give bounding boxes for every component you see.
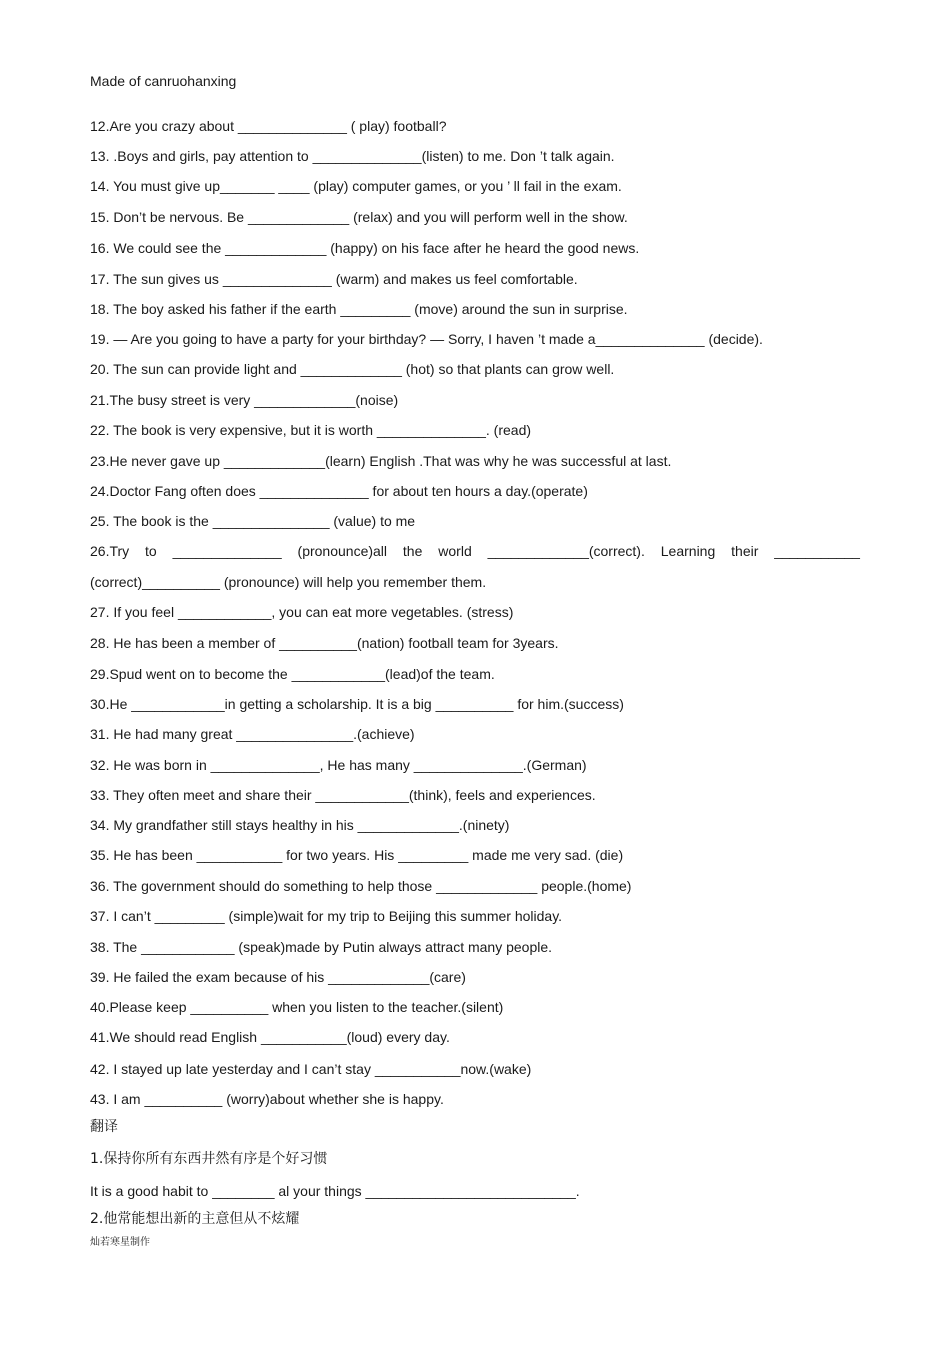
- q26-word: the: [402, 543, 423, 559]
- q26-word: their: [731, 543, 759, 559]
- question-32: 32. He was born in ______________, He has many ______________.(German): [90, 757, 587, 773]
- q26-word: 26.Try: [90, 543, 130, 559]
- question-43: 43. I am __________ (worry)about whether she is happy.: [90, 1091, 444, 1107]
- question-26-line-1: [90, 542, 860, 560]
- question-16: 16. We could see the _____________ (happy) on his face after he heard the good news.: [90, 240, 640, 256]
- question-40: 40.Please keep __________ when you listen to the teacher.(silent): [90, 999, 504, 1015]
- question-23: 23.He never gave up _____________(learn) English .That was why he was successful at last.: [90, 453, 672, 469]
- question-33: 33. They often meet and share their ____________(think), feels and experiences.: [90, 787, 596, 803]
- q26-word: ______________: [172, 543, 282, 559]
- question-17: 17. The sun gives us ______________ (warm) and makes us feel comfortable.: [90, 271, 578, 287]
- question-29: 29.Spud went on to become the ____________(lead)of the team.: [90, 666, 495, 682]
- q26-word: _____________(correct).: [487, 543, 645, 559]
- question-41: 41.We should read English ___________(loud) every day.: [90, 1029, 450, 1045]
- question-12: 12.Are you crazy about ______________ ( play) football?: [90, 118, 447, 134]
- translation-1-english: It is a good habit to ________ al your things ___________________________.: [90, 1183, 580, 1199]
- question-21: 21.The busy street is very _____________(noise): [90, 392, 399, 408]
- question-20: 20. The sun can provide light and _____________ (hot) so that plants can grow well.: [90, 361, 615, 377]
- question-27: 27. If you feel ____________, you can eat more vegetables. (stress): [90, 604, 514, 620]
- question-18: 18. The boy asked his father if the earth _________ (move) around the sun in surprise.: [90, 301, 628, 317]
- q26-word: world: [438, 543, 472, 559]
- question-38: 38. The ____________ (speak)made by Putin always attract many people.: [90, 939, 553, 955]
- question-26-line-2: (correct)__________ (pronounce) will help you remember them.: [90, 574, 487, 590]
- q26-word: Learning: [660, 543, 716, 559]
- question-37: 37. I can’t _________ (simple)wait for my trip to Beijing this summer holiday.: [90, 908, 563, 924]
- question-34: 34. My grandfather still stays healthy in his _____________.(ninety): [90, 817, 510, 833]
- question-22: 22. The book is very expensive, but it is worth ______________. (read): [90, 422, 532, 438]
- question-13: 13. .Boys and girls, pay attention to ______________(listen) to me. Don ’t talk again.: [90, 148, 615, 164]
- question-31: 31. He had many great _______________.(achieve): [90, 726, 415, 742]
- question-30: 30.He ____________in getting a scholarship. It is a big __________ for him.(success): [90, 696, 624, 712]
- question-14: 14. You must give up_______ ____ (play) computer games, or you ’ ll fail in the exam.: [90, 178, 622, 194]
- page-header: Made of canruohanxing: [90, 73, 237, 89]
- question-25: 25. The book is the _______________ (value) to me: [90, 513, 416, 529]
- question-42: 42. I stayed up late yesterday and I can’t stay ___________now.(wake): [90, 1061, 532, 1077]
- page-footer: 灿若寒星制作: [90, 1237, 150, 1248]
- translation-1-chinese: 1.保持你所有东西井然有序是个好习惯: [90, 1151, 328, 1167]
- question-36: 36. The government should do something to help those _____________ people.(home): [90, 878, 632, 894]
- q26-word: ___________: [774, 543, 860, 559]
- q26-word: to: [145, 543, 157, 559]
- q26-word: (pronounce)all: [297, 543, 388, 559]
- question-19: 19. — Are you going to have a party for your birthday? — Sorry, I haven ’t made a______________ (decide).: [90, 331, 763, 347]
- question-35: 35. He has been ___________ for two years. His _________ made me very sad. (die): [90, 847, 624, 863]
- translation-2-chinese: 2.他常能想出新的主意但从不炫耀: [90, 1211, 300, 1227]
- question-24: 24.Doctor Fang often does ______________ for about ten hours a day.(operate): [90, 483, 588, 499]
- question-28: 28. He has been a member of __________(nation) football team for 3years.: [90, 635, 559, 651]
- question-15: 15. Don’t be nervous. Be _____________ (relax) and you will perform well in the show.: [90, 209, 628, 225]
- translation-title: 翻译: [90, 1119, 118, 1135]
- question-39: 39. He failed the exam because of his _____________(care): [90, 969, 466, 985]
